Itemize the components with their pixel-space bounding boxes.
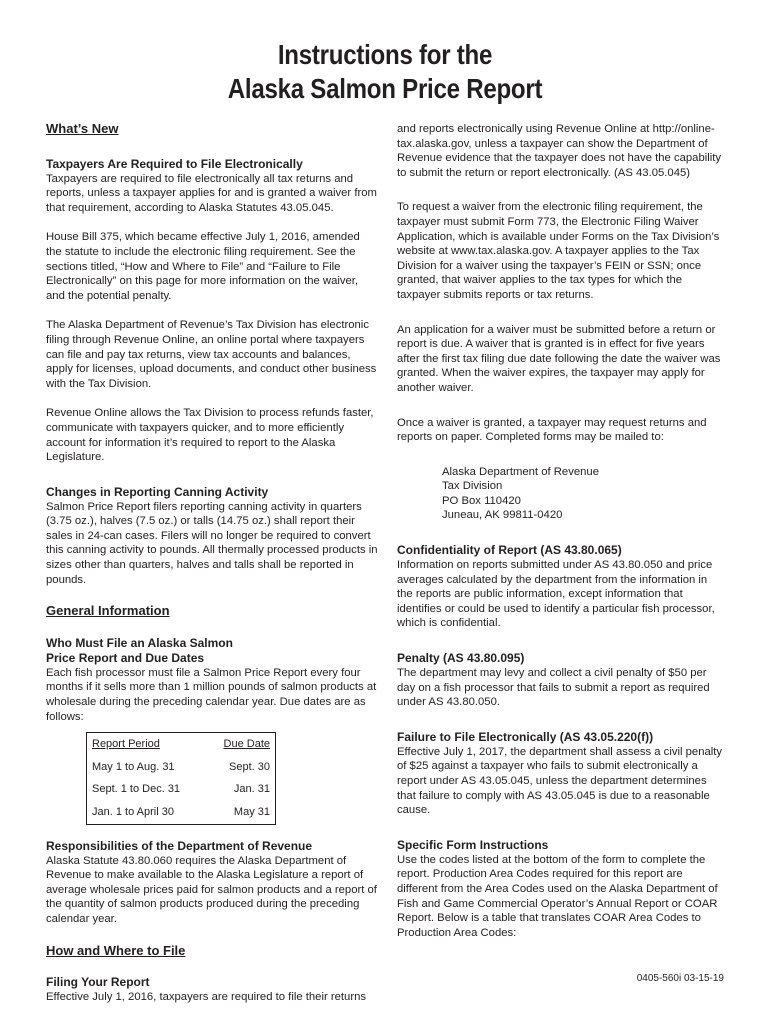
section-heading-how-where: How and Where to File — [46, 942, 186, 958]
subheading-specific-instructions: Specific Form Instructions — [397, 837, 549, 852]
subheading-confidentiality: Confidentiality of Report (AS 43.80.065) — [397, 543, 622, 558]
paragraph-canning: Salmon Price Report filers reporting canning activity in quarters (3.75 oz.), halves (7.5 oz.) or talls (14.75 oz.) shall report their sales in 24-can cases. Filers will no longer be required to convert this canning activity to pounds. All thermally processed products in sizes other than quarters, halves and talls shall be reported in pounds. — [46, 500, 378, 586]
form-number: 0405-560i 03-15-19 — [636, 973, 724, 984]
paragraph-efile-2: House Bill 375, which became effective July 1, 2016, amended the statute to include the electronic filing requirement. See the sections titled, “How and Where to File” and “Failure to File Electronically” on this page for more information on the waiver, and the potential penalty. — [46, 231, 360, 302]
paragraph-responsibilities: Alaska Statute 43.80.060 requires the Alaska Department of Revenue to make available to the Alaska Legislature a report of average wholesale prices paid for salmon products and a report of the quantity of salmon products produced during the preceding calendar year. — [46, 854, 377, 925]
table-cell-due: Sept. 30 — [229, 760, 270, 773]
address-line: Tax Division — [442, 480, 503, 493]
paragraph-waiver-2: An application for a waiver must be submitted before a return or report is due. A waiver that is granted is in effect for five years after the first tax filing due date following the date the waiver was granted. When the waiver expires, the taxpayer may apply for another waiver. — [397, 323, 721, 394]
address-line: Juneau, AK 99811-0420 — [442, 509, 563, 522]
column-header-due: Due Date — [223, 738, 270, 751]
paragraph-efile-1: Taxpayers are required to file electronically all tax returns and reports, unless a taxpayer applies for and is granted a waiver from that requirement, according to Alaska Statutes 43.05.045. — [46, 172, 377, 214]
subheading-efile: Taxpayers Are Required to File Electronically — [46, 156, 303, 171]
subheading-failure-efile: Failure to File Electronically (AS 43.05.220(f)) — [397, 729, 654, 744]
table-row — [87, 801, 276, 824]
paragraph-failure-efile: Effective July 1, 2017, the department shall assess a civil penalty of $25 against a taxpayer who fails to submit electronically a report under AS 43.05.045, unless the department determines that failure to comply with AS 43.05.045 is due to a reasonable cause. — [397, 745, 723, 817]
section-heading-whats-new: What’s New — [46, 121, 119, 136]
subheading-who-must-file-1: Who Must File an Alaska Salmon — [46, 635, 233, 650]
right-column — [397, 122, 725, 940]
paragraph-confidentiality: Information on reports submitted under AS 43.80.050 and price averages calculated by the department from the information in the reports are public information, except information that identifies or could be used to identify a particular fish processor, which is confidential. — [397, 559, 715, 630]
address-line: Alaska Department of Revenue — [442, 465, 599, 478]
table-cell-due: May 31 — [233, 806, 270, 818]
subheading-penalty: Penalty (AS 43.80.095) — [397, 651, 525, 666]
table-cell-period: Jan. 1 to April 30 — [92, 806, 174, 818]
table-cell-period: Sept. 1 to Dec. 31 — [92, 783, 181, 796]
title-line-2: Alaska Salmon Price Report — [227, 73, 543, 104]
table-cell-due: Jan. 31 — [233, 783, 270, 796]
table-cell-period: May 1 to Aug. 31 — [92, 760, 175, 773]
paragraph-waiver-1: To request a waiver from the electronic filing requirement, the taxpayer must submit Form 773, the Electronic Filing Waiver Application, which is available under Forms on the Tax Division’s website at www.tax.alaska.gov. A taxpayer applies to the Tax Division for a waiver using the taxpayer’s FEIN or SSN; once granted, that waiver applies to the tax types for which the taxpayer submits reports or tax returns. — [397, 201, 720, 301]
paragraph-efile-3: The Alaska Department of Revenue’s Tax Division has electronic filing through Revenue Online, an online portal where taxpayers can file and pay tax returns, view tax accounts and balances, apply for licenses, upload documents, and conduct other business with the Tax Division. — [46, 319, 377, 390]
paragraph-continued: and reports electronically using Revenue Online at http://online-tax.alaska.gov, unless a taxpayer can show the Department of Revenue evidence that the taxpayer does not have the capability to submit the return or report electronically. (AS 43.05.045) — [397, 123, 722, 179]
table-header-row — [87, 733, 276, 756]
paragraph-waiver-3: Once a waiver is granted, a taxpayer may request returns and reports on paper. Completed forms may be mailed to: — [397, 416, 707, 444]
table-row — [87, 778, 276, 801]
paragraph-penalty: The department may levy and collect a civil penalty of $50 per day on a fish processor that fails to submit a report as required under AS 43.80.050. — [397, 667, 710, 709]
subheading-canning: Changes in Reporting Canning Activity — [46, 484, 269, 499]
paragraph-specific-instructions: Use the codes listed at the bottom of the form to complete the report. Production Area Codes required for this report are different from the Area Codes used on the Alaska Department of Fish and Game Commercial Operator’s Annual Report or COAR Report. Below is a table that translates COAR Area Codes to Production Area Codes: — [397, 853, 718, 939]
section-heading-general: General Information — [46, 603, 170, 619]
paragraph-who-must-file: Each fish processor must file a Salmon Price Report every four months if it sells more than 1 million pounds of salmon products at wholesale during the preceding calendar year. Due dates are as follows: — [46, 666, 377, 723]
subheading-responsibilities: Responsibilities of the Department of Revenue — [46, 838, 313, 853]
paragraph-filing-report: Effective July 1, 2016, taxpayers are required to file their returns — [46, 991, 367, 1004]
paragraph-efile-4: Revenue Online allows the Tax Division to process refunds faster, communicate with taxpayers quicker, and to more efficiently account for information it’s required to report to the Alaska Legislature. — [46, 407, 374, 464]
page-title — [54, 38, 716, 106]
subheading-filing-report: Filing Your Report — [46, 975, 150, 990]
mailing-address — [397, 465, 725, 523]
due-dates-table — [86, 732, 276, 824]
title-line-1: Instructions for the — [277, 39, 493, 70]
subheading-who-must-file-2: Price Report and Due Dates — [46, 650, 205, 665]
column-header-period: Report Period — [92, 738, 160, 751]
address-line: PO Box 110420 — [442, 494, 521, 507]
table-row — [87, 756, 276, 779]
left-column — [46, 122, 378, 1005]
